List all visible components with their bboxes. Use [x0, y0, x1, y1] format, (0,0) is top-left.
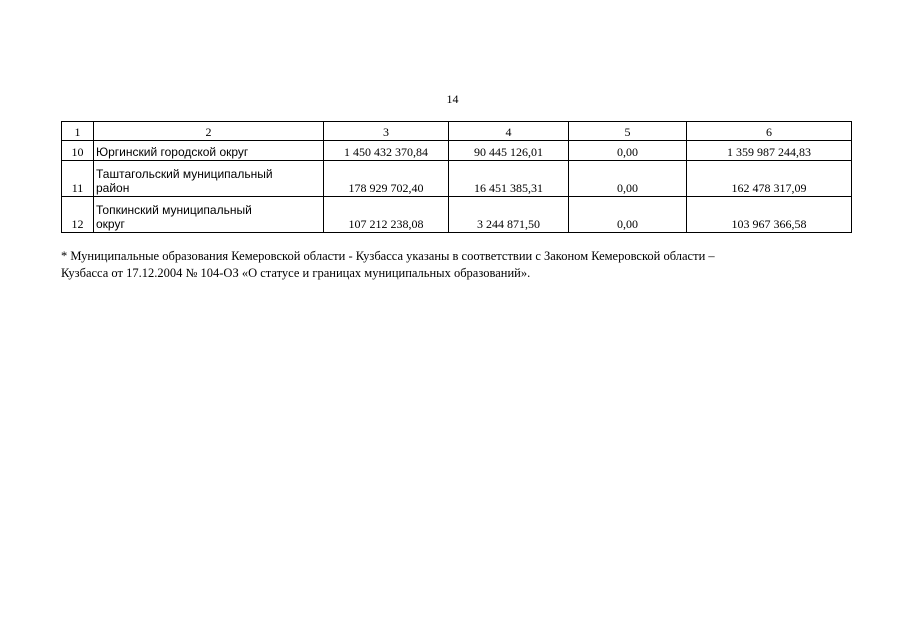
- footnote: [61, 248, 853, 282]
- value-col-3: 178 929 702,40: [324, 161, 449, 197]
- footnote-line1: * Муниципальные образования Кемеровской области - Кузбасса указаны в соответствии с Законом Кемеровской области –: [61, 249, 715, 263]
- municipality-name: [94, 161, 324, 197]
- value-col-6: 162 478 317,09: [687, 161, 852, 197]
- header-cell-5: 5: [569, 122, 687, 141]
- municipality-name: [94, 197, 324, 233]
- value-col-4: 16 451 385,31: [449, 161, 569, 197]
- value-col-6: 1 359 987 244,83: [687, 141, 852, 161]
- table-row: [62, 161, 852, 197]
- table-row: [62, 197, 852, 233]
- data-table: [61, 121, 852, 233]
- table-row: [62, 141, 852, 161]
- header-cell-3: 3: [324, 122, 449, 141]
- row-number: 10: [62, 141, 94, 161]
- value-col-4: 90 445 126,01: [449, 141, 569, 161]
- value-col-3: 107 212 238,08: [324, 197, 449, 233]
- municipality-name-line1: Юргинский городской округ: [96, 145, 249, 159]
- row-number: 12: [62, 197, 94, 233]
- value-col-3: 1 450 432 370,84: [324, 141, 449, 161]
- value-col-6: 103 967 366,58: [687, 197, 852, 233]
- municipality-name-line2: округ: [96, 217, 125, 231]
- value-col-5: 0,00: [569, 141, 687, 161]
- municipality-name-line2: район: [96, 181, 130, 195]
- footnote-line2: Кузбасса от 17.12.2004 № 104-ОЗ «О статусе и границах муниципальных образований».: [61, 266, 531, 280]
- municipality-name: [94, 141, 324, 161]
- header-cell-2: 2: [94, 122, 324, 141]
- header-cell-6: 6: [687, 122, 852, 141]
- table-header-row: [62, 122, 852, 141]
- value-col-4: 3 244 871,50: [449, 197, 569, 233]
- value-col-5: 0,00: [569, 161, 687, 197]
- header-cell-1: 1: [62, 122, 94, 141]
- page-number: 14: [446, 92, 459, 106]
- municipality-name-line1: Топкинский муниципальный: [96, 203, 252, 217]
- municipality-name-line1: Таштагольский муниципальный: [96, 167, 273, 181]
- header-cell-4: 4: [449, 122, 569, 141]
- row-number: 11: [62, 161, 94, 197]
- value-col-5: 0,00: [569, 197, 687, 233]
